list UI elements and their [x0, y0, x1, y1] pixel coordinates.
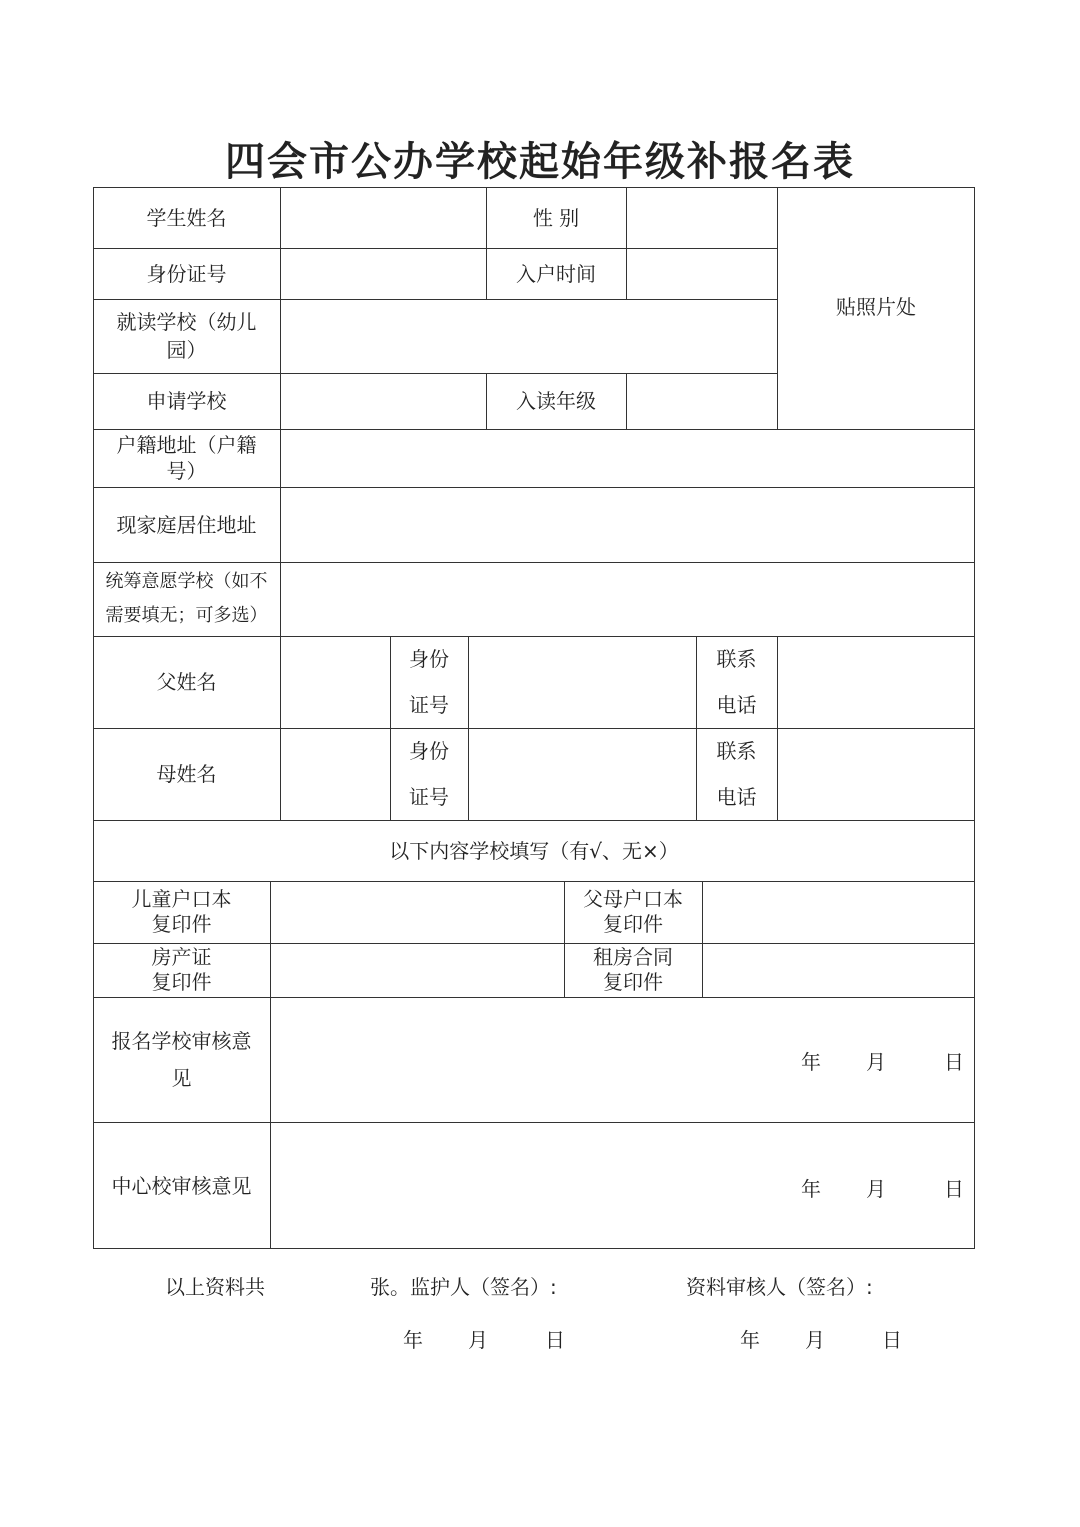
child-household-copy-field[interactable] [271, 882, 564, 943]
label-lease-copy-line1: 租房合同 [593, 945, 673, 969]
label-father-phone-line1: 联系 [716, 647, 757, 671]
footer-total-prefix: 以上资料共 [165, 1275, 265, 1299]
label-school-review-line2: 见 [171, 1065, 192, 1090]
label-registered-address-line2: 号） [166, 459, 207, 483]
label-child-household-copy-line2: 复印件 [151, 912, 212, 936]
label-id-number: 身份证号 [146, 261, 227, 286]
school-fill-header: 以下内容学校填写（有√、无×） [389, 838, 679, 863]
home-address-field[interactable] [281, 488, 975, 562]
label-parent-household-copy [564, 881, 702, 943]
label-current-school-line1: 就读学校（幼儿 [116, 310, 257, 334]
footer-reviewer-day: 日 [882, 1328, 902, 1352]
enter-grade-field[interactable] [627, 374, 777, 429]
footer-reviewer-year: 年 [740, 1328, 760, 1352]
label-mother-id [390, 728, 468, 820]
footer-guardian-day: 日 [545, 1328, 565, 1352]
label-student-name: 学生姓名 [146, 205, 227, 230]
label-parent-household-copy-line2: 复印件 [603, 912, 663, 936]
label-registered-address [93, 429, 280, 487]
label-mother-phone-line1: 联系 [716, 739, 757, 763]
label-father-name: 父姓名 [156, 670, 217, 694]
footer-guardian-month: 月 [468, 1328, 488, 1352]
label-apply-school: 申请学校 [146, 389, 227, 413]
label-preferred-school-line1: 统筹意愿学校（如不 [105, 570, 268, 592]
review2-day: 日 [944, 1177, 964, 1201]
label-mother-phone-line2: 电话 [716, 785, 757, 809]
label-enter-grade: 入读年级 [516, 389, 596, 413]
review2-month: 月 [866, 1177, 886, 1201]
label-preferred-school [93, 562, 280, 636]
footer-reviewer-month: 月 [805, 1328, 825, 1352]
review2-year: 年 [801, 1177, 821, 1201]
label-school-review [93, 997, 270, 1122]
label-current-school [93, 299, 280, 373]
photo-area: 贴照片处 [836, 295, 916, 319]
label-father-phone-line2: 电话 [716, 693, 757, 717]
preferred-school-field[interactable] [281, 563, 975, 636]
label-mother-name: 母姓名 [156, 762, 217, 786]
current-school-field[interactable] [281, 300, 777, 373]
father-phone-field[interactable] [778, 637, 975, 728]
label-school-review-line1: 报名学校审核意 [111, 1028, 252, 1053]
footer-reviewer-signature: 资料审核人（签名）: [686, 1275, 873, 1299]
property-copy-field[interactable] [271, 944, 564, 997]
lease-copy-field[interactable] [703, 944, 975, 997]
label-mother-id-line1: 身份 [409, 739, 449, 763]
review1-year: 年 [801, 1050, 821, 1074]
footer-guardian-signature: 张。监护人（签名）: [370, 1275, 557, 1299]
label-preferred-school-line2: 需要填无；可多选） [105, 605, 268, 626]
registered-address-field[interactable] [281, 430, 975, 487]
label-father-id [390, 636, 468, 728]
registration-form [93, 187, 975, 1249]
label-father-id-line1: 身份 [409, 647, 449, 671]
father-name-field[interactable] [281, 637, 390, 728]
mother-id-field[interactable] [469, 729, 696, 820]
label-home-address: 现家庭居住地址 [116, 512, 257, 537]
label-household-time: 入户时间 [516, 261, 596, 286]
label-father-phone [696, 636, 777, 728]
student-name-field[interactable] [281, 188, 486, 248]
label-child-household-copy-line1: 儿童户口本 [131, 887, 232, 911]
form-title: 四会市公办学校起始年级补报名表 [225, 138, 855, 185]
id-number-field[interactable] [281, 249, 486, 299]
label-gender: 性 别 [532, 205, 580, 230]
label-center-review: 中心校审核意见 [111, 1173, 252, 1198]
label-current-school-line2: 园） [166, 338, 207, 362]
label-child-household-copy [93, 881, 270, 943]
label-property-copy-line2: 复印件 [151, 970, 212, 994]
review1-month: 月 [866, 1050, 886, 1074]
father-id-field[interactable] [469, 637, 696, 728]
household-time-field[interactable] [627, 249, 777, 299]
label-registered-address-line1: 户籍地址（户籍 [116, 433, 257, 457]
footer-guardian-year: 年 [403, 1328, 423, 1352]
label-property-copy-line1: 房产证 [151, 945, 212, 969]
mother-phone-field[interactable] [778, 729, 975, 820]
label-property-copy [93, 943, 270, 997]
apply-school-field[interactable] [281, 374, 486, 429]
label-father-id-line2: 证号 [409, 693, 449, 717]
label-mother-phone [696, 728, 777, 820]
label-lease-copy-line2: 复印件 [603, 970, 663, 994]
label-mother-id-line2: 证号 [409, 785, 449, 809]
mother-name-field[interactable] [281, 729, 390, 820]
parent-household-copy-field[interactable] [703, 882, 975, 943]
label-parent-household-copy-line1: 父母户口本 [583, 887, 683, 911]
gender-field[interactable] [627, 188, 777, 248]
label-lease-copy [564, 943, 702, 997]
review1-day: 日 [944, 1050, 964, 1074]
